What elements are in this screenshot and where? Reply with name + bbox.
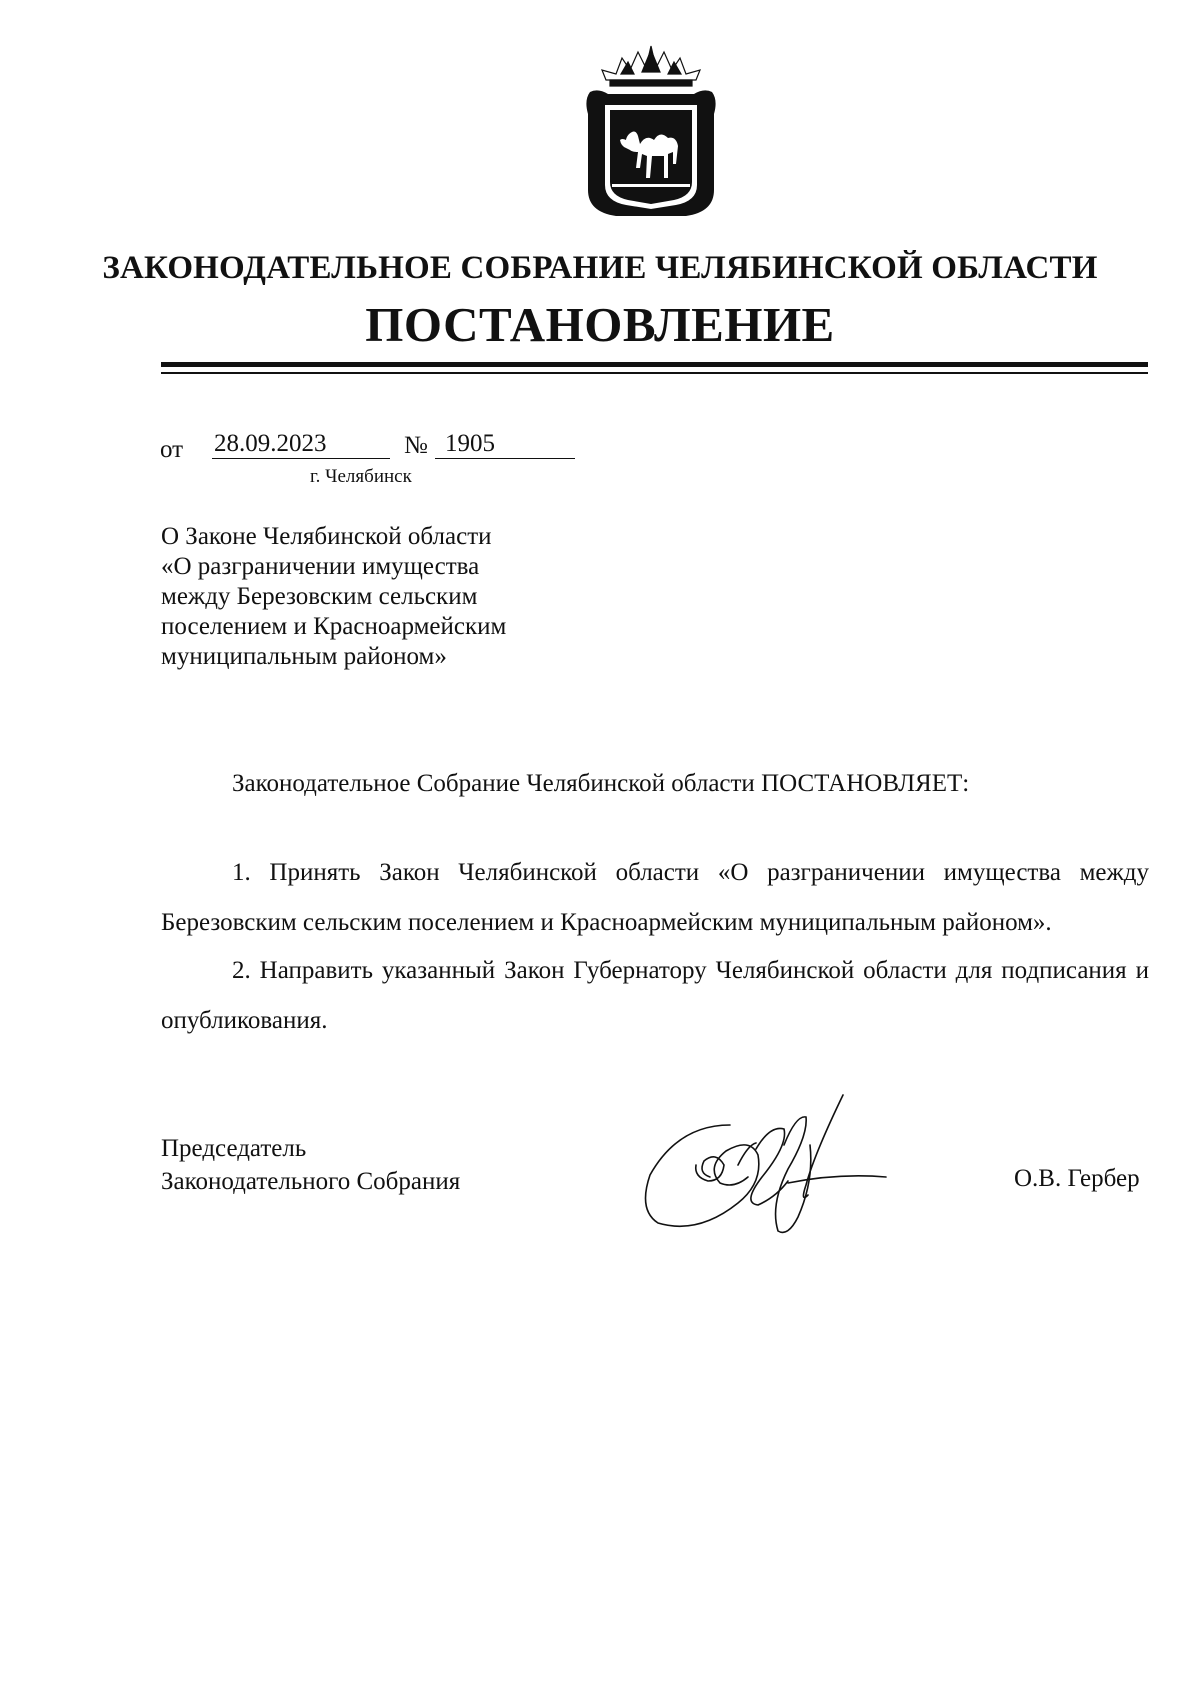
signatory-title-line: Председатель: [161, 1135, 307, 1162]
number-label: №: [404, 432, 428, 459]
header-rule-thin: [161, 372, 1148, 374]
signatory-title: [161, 1132, 460, 1198]
subject-line: между Березовским сельским: [161, 583, 478, 610]
document-date: 28.09.2023: [212, 430, 390, 459]
subject-line: муниципальным районом»: [161, 643, 447, 670]
subject-line: «О разграничении имущества: [161, 553, 480, 580]
coat-of-arms-icon: [576, 40, 726, 220]
document-number: 1905: [435, 430, 575, 459]
subject-line: поселением и Красноармейским: [161, 613, 507, 640]
decree-item-2: 2. Направить указанный Закон Губернатору Челябинской области для подписания и опубликования.: [161, 957, 1149, 1034]
signatory-title-line: Законодательного Собрания: [161, 1168, 461, 1195]
date-label: от: [160, 436, 184, 463]
header-rule-thick: [161, 362, 1148, 367]
document-type-title: ПОСТАНОВЛЕНИЕ: [365, 297, 835, 352]
signature-icon: [638, 1085, 898, 1240]
decree-item-1: 1. Принять Закон Челябинской области «О разграничении имущества между Березовским сельским поселением и Красноармейским муниципальным районом».: [161, 859, 1149, 936]
organization-name: ЗАКОНОДАТЕЛЬНОЕ СОБРАНИЕ ЧЕЛЯБИНСКОЙ ОБЛАСТИ: [102, 250, 1098, 286]
subject-line: О Законе Челябинской области: [161, 523, 492, 550]
decree-statement: Законодательное Собрание Челябинской области ПОСТАНОВЛЯЕТ:: [232, 770, 970, 797]
city: г. Челябинск: [310, 466, 412, 487]
signatory-name: О.В. Гербер: [1014, 1165, 1140, 1192]
document-subject: [161, 522, 548, 672]
